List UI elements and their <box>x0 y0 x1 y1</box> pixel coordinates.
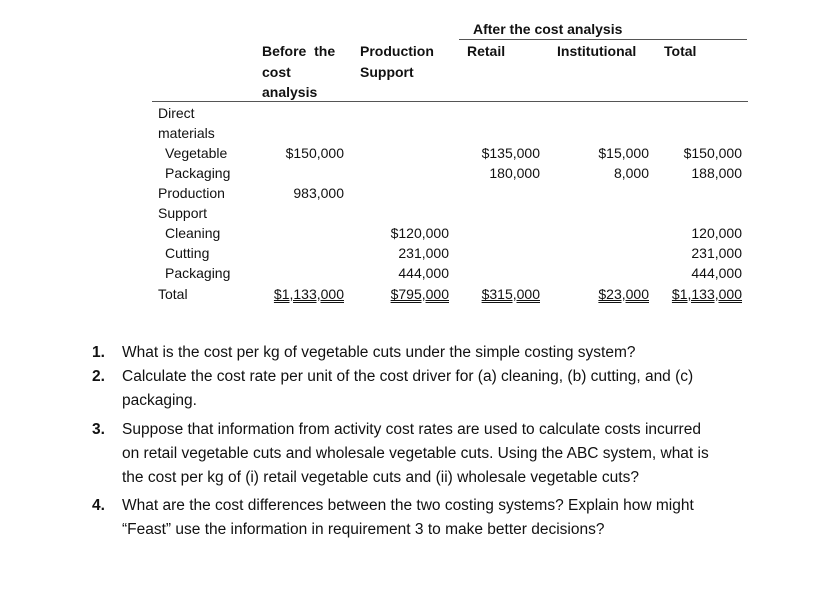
cell-packaging-support: 444,000 <box>398 265 449 281</box>
question-3-line-2: on retail vegetable cuts and wholesale vegetable cuts. Using the ABC system, what is <box>122 445 709 462</box>
question-2-number: 2. <box>92 368 105 385</box>
cell-total-support: $795,000 <box>390 286 449 302</box>
question-1 <box>92 341 762 365</box>
production-header-line2: Support <box>360 64 414 80</box>
question-3-line-1: Suppose that information from activity cost rates are used to calculate costs incurred <box>122 421 701 438</box>
after-analysis-header: After the cost analysis <box>473 21 623 37</box>
cell-vegetable-retail: $135,000 <box>481 145 540 161</box>
question-2 <box>92 365 762 413</box>
row-label-production: Production <box>158 185 225 201</box>
question-4 <box>92 494 762 542</box>
total-header: Total <box>664 43 697 59</box>
row-label-total: Total <box>158 286 188 302</box>
row-label-support: Support <box>158 205 208 221</box>
question-3-line-3: the cost per kg of (i) retail vegetable cuts and (ii) wholesale vegetable cuts? <box>122 469 639 486</box>
cell-vegetable-institutional: $15,000 <box>598 145 649 161</box>
question-2-line-1: Calculate the cost rate per unit of the cost driver for (a) cleaning, (b) cutting, and (c) <box>122 368 694 385</box>
cell-total-total: $1,133,000 <box>671 286 742 302</box>
row-label-vegetable: Vegetable <box>165 145 228 161</box>
cell-cleaning-support: $120,000 <box>390 225 449 241</box>
production-header-line1: Production <box>360 43 434 59</box>
row-label-direct: Direct <box>158 105 195 121</box>
question-3 <box>92 418 762 490</box>
question-4-line-1: What are the cost differences between the two costing systems? Explain how might <box>122 497 694 514</box>
question-2-line-2: packaging. <box>122 392 197 409</box>
retail-header: Retail <box>467 43 506 59</box>
cell-vegetable-before: $150,000 <box>285 145 344 161</box>
institutional-header: Institutional <box>557 43 637 59</box>
row-label-materials: materials <box>158 125 215 141</box>
cell-cutting-total: 231,000 <box>691 245 742 261</box>
question-3-number: 3. <box>92 421 105 438</box>
row-label-packaging-support: Packaging <box>165 265 231 281</box>
header-top-rule <box>459 39 747 40</box>
question-4-line-2: “Feast” use the information in requirement 3 to make better decisions? <box>122 521 605 538</box>
cell-total-before: $1,133,000 <box>273 286 344 302</box>
cell-cleaning-total: 120,000 <box>691 225 742 241</box>
cell-total-retail: $315,000 <box>481 286 540 302</box>
cell-packaging-total: 188,000 <box>691 165 742 181</box>
before-header-line1: Before the <box>262 43 336 59</box>
before-header-line2: cost <box>262 64 291 80</box>
cell-production-before: 983,000 <box>293 185 344 201</box>
question-4-number: 4. <box>92 497 105 514</box>
question-1-number: 1. <box>92 344 105 361</box>
cell-packaging-support-total: 444,000 <box>691 265 742 281</box>
row-label-cutting: Cutting <box>165 245 210 261</box>
header-bottom-rule <box>152 101 748 102</box>
row-label-cleaning: Cleaning <box>165 225 221 241</box>
row-label-packaging: Packaging <box>165 165 231 181</box>
cell-vegetable-total: $150,000 <box>683 145 742 161</box>
cell-packaging-retail: 180,000 <box>489 165 540 181</box>
cell-total-institutional: $23,000 <box>598 286 649 302</box>
cell-packaging-institutional: 8,000 <box>613 165 649 181</box>
cell-cutting-support: 231,000 <box>398 245 449 261</box>
question-1-line-1: What is the cost per kg of vegetable cuts under the simple costing system? <box>122 344 636 361</box>
before-header-line3: analysis <box>262 84 318 100</box>
